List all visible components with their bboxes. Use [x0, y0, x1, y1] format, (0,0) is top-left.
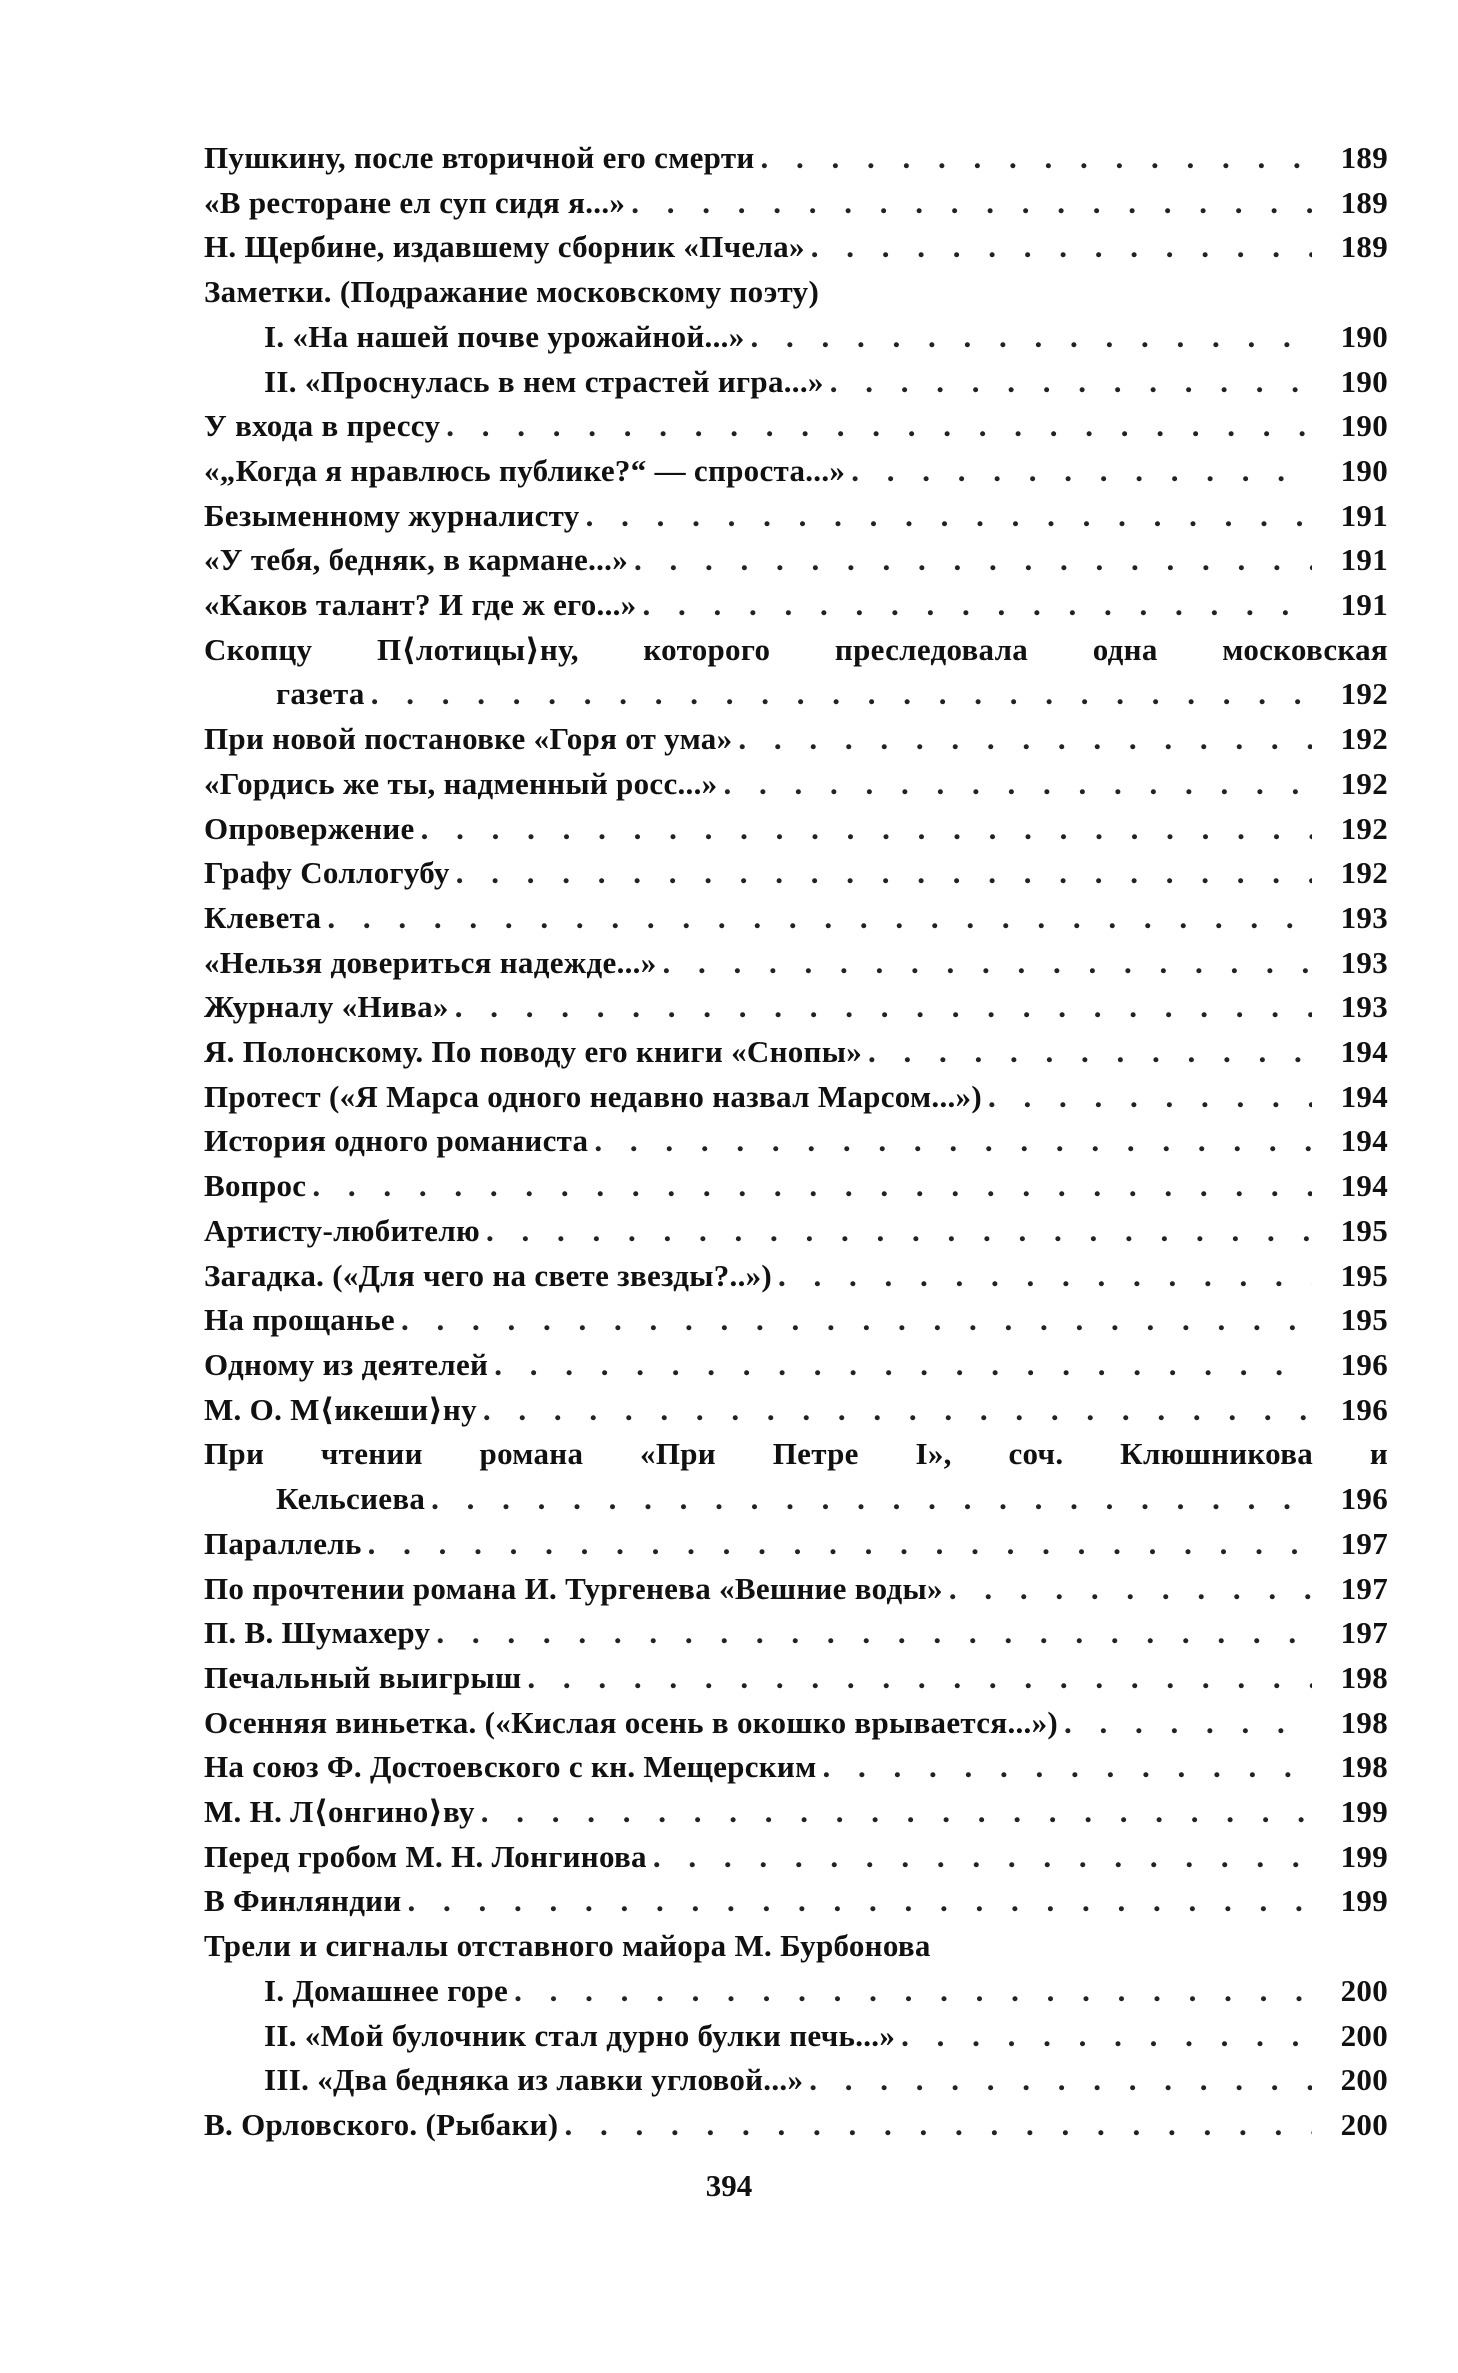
entry-page: 195 — [1340, 1212, 1388, 1248]
entry-page: 194 — [1340, 1168, 1388, 1204]
dot-leader — [527, 1656, 1312, 1701]
entry-page: 195 — [1340, 1302, 1388, 1338]
toc-entry — [204, 807, 1388, 852]
entry-page: 197 — [1340, 1615, 1388, 1651]
entry-title: «В ресторане ел суп сидя я...» — [204, 184, 626, 220]
toc-entry — [204, 1119, 1388, 1164]
toc-subentry — [204, 2058, 1388, 2103]
entry-title: Графу Соллогубу — [204, 855, 450, 891]
dot-leader — [631, 181, 1312, 226]
entry-title-continuation: газета — [276, 676, 365, 712]
toc-subentry — [204, 315, 1388, 360]
entry-page: 192 — [1340, 855, 1388, 891]
dot-leader — [851, 449, 1312, 494]
toc-entry — [204, 1343, 1388, 1388]
toc-entry — [204, 762, 1388, 807]
entry-title: «Гордись же ты, надменный росс...» — [204, 765, 718, 801]
entry-page: 189 — [1340, 184, 1388, 220]
dot-leader — [738, 717, 1312, 762]
dot-leader — [483, 1388, 1312, 1433]
toc-entry-wrapped-title: Скопцу П⟨лотицы⟩ну, которого преследовала одна московская — [204, 631, 1388, 667]
entry-title: «Каков талант? И где ж его...» — [204, 587, 637, 623]
toc-section-heading: Трели и сигналы отставного майора М. Бурбонова — [204, 1928, 931, 1964]
entry-title: Опровержение — [204, 810, 415, 846]
toc-entry — [204, 1790, 1388, 1835]
entry-page: 193 — [1340, 989, 1388, 1025]
entry-page: 197 — [1340, 1525, 1388, 1561]
entry-title: Журналу «Нива» — [204, 989, 449, 1025]
entry-page: 196 — [1340, 1481, 1388, 1517]
dot-leader — [494, 1343, 1312, 1388]
toc-entry — [204, 1388, 1388, 1433]
entry-title-continuation: Кельсиева — [276, 1481, 426, 1517]
entry-page: 200 — [1340, 2017, 1388, 2053]
entry-page: 199 — [1340, 1794, 1388, 1830]
entry-page: 198 — [1340, 1749, 1388, 1785]
toc-entry — [204, 494, 1388, 539]
dot-leader — [653, 1835, 1312, 1880]
toc-entry-continuation — [204, 672, 1388, 717]
entry-title: «„Когда я нравлюсь публике?“ — спроста...» — [204, 452, 846, 488]
entry-page: 194 — [1340, 1123, 1388, 1159]
entry-page: 189 — [1340, 229, 1388, 265]
entry-page: 192 — [1340, 765, 1388, 801]
entry-page: 190 — [1340, 318, 1388, 354]
dot-leader — [421, 807, 1312, 852]
dot-leader — [455, 985, 1312, 1030]
entry-page: 191 — [1340, 497, 1388, 533]
entry-title: I. Домашнее горе — [264, 1972, 509, 2008]
toc-entry — [204, 1209, 1388, 1254]
toc-subentry — [204, 360, 1388, 405]
entry-page: 198 — [1340, 1659, 1388, 1695]
entry-page: 190 — [1340, 363, 1388, 399]
toc-entry-wrapped-title: При чтении романа «При Петре I», соч. Клюшникова и — [204, 1436, 1388, 1472]
entry-title: По прочтении романа И. Тургенева «Вешние воды» — [204, 1570, 943, 1606]
entry-title: Осенняя виньетка. («Кислая осень в окошко врывается...») — [204, 1704, 1059, 1740]
entry-title: На союз Ф. Достоевского с кн. Мещерским — [204, 1749, 817, 1785]
entry-page: 192 — [1340, 810, 1388, 846]
dot-leader — [371, 672, 1312, 717]
dot-leader — [312, 1164, 1312, 1209]
dot-leader — [723, 762, 1312, 807]
toc-entry — [204, 1164, 1388, 1209]
dot-leader — [811, 225, 1312, 270]
entry-page: 191 — [1340, 587, 1388, 623]
dot-leader — [514, 1969, 1312, 2014]
dot-leader — [901, 2014, 1312, 2059]
entry-title: В. Орловского. (Рыбаки) — [204, 2106, 559, 2142]
dot-leader — [586, 494, 1312, 539]
dot-leader — [1064, 1701, 1312, 1746]
entry-title: При новой постановке «Горя от ума» — [204, 721, 733, 757]
toc-section-heading: Заметки. (Подражание московскому поэту) — [204, 274, 820, 310]
toc-entry — [204, 136, 1388, 181]
entry-page: 191 — [1340, 542, 1388, 578]
entry-page: 194 — [1340, 1034, 1388, 1070]
entry-title: Я. Полонскому. По поводу его книги «Снопы» — [204, 1034, 862, 1070]
entry-title: Артисту-любителю — [204, 1212, 481, 1248]
entry-title: I. «На нашей почве урожайной...» — [264, 318, 745, 354]
entry-title: Безыменному журналисту — [204, 497, 580, 533]
toc-entry — [204, 896, 1388, 941]
dot-leader — [564, 2103, 1312, 2148]
dot-leader — [868, 1030, 1312, 1075]
entry-title: Вопрос — [204, 1168, 307, 1204]
toc-entry — [204, 1298, 1388, 1343]
toc-subentry — [204, 2014, 1388, 2059]
dot-leader — [408, 1879, 1312, 1924]
entry-title: М. О. М⟨икеши⟩ну — [204, 1391, 477, 1427]
toc-entry — [204, 1030, 1388, 1075]
entry-page: 196 — [1340, 1346, 1388, 1382]
toc-entry — [204, 941, 1388, 986]
entry-title: На прощанье — [204, 1302, 395, 1338]
entry-page: 194 — [1340, 1078, 1388, 1114]
toc-entry — [204, 1611, 1388, 1656]
dot-leader — [368, 1522, 1312, 1567]
entry-page: 190 — [1340, 452, 1388, 488]
dot-leader — [751, 315, 1312, 360]
entry-page: 192 — [1340, 721, 1388, 757]
toc-entry — [204, 1656, 1388, 1701]
page-number: 394 — [705, 2168, 753, 2203]
entry-page: 197 — [1340, 1570, 1388, 1606]
entry-title: Клевета — [204, 899, 322, 935]
toc-entry — [204, 181, 1388, 226]
entry-title: Перед гробом М. Н. Лонгинова — [204, 1838, 647, 1874]
entry-page: 198 — [1340, 1704, 1388, 1740]
entry-title: Одному из деятелей — [204, 1346, 489, 1382]
dot-leader — [823, 1745, 1312, 1790]
dot-leader — [778, 1254, 1312, 1299]
entry-title: Пушкину, после вторичной его смерти — [204, 140, 755, 175]
toc-entry — [204, 583, 1388, 628]
entry-title: Н. Щербине, издавшему сборник «Пчела» — [204, 229, 805, 265]
toc-entry — [204, 985, 1388, 1030]
dot-leader — [431, 1477, 1312, 1522]
table-of-contents — [204, 136, 1388, 2148]
toc-entry-continuation — [204, 1477, 1388, 1522]
entry-page: 195 — [1340, 1257, 1388, 1293]
toc-entry — [204, 1522, 1388, 1567]
toc-entry — [204, 1075, 1388, 1120]
entry-title: II. «Мой булочник стал дурно булки печь...» — [264, 2017, 896, 2053]
entry-page: 189 — [1340, 140, 1388, 175]
dot-leader — [456, 851, 1312, 896]
entry-title: III. «Два бедняка из лавки угловой...» — [264, 2062, 804, 2098]
dot-leader — [663, 941, 1312, 986]
toc-entry — [204, 717, 1388, 762]
dot-leader — [830, 360, 1312, 405]
toc-entry — [204, 1701, 1388, 1746]
entry-page: 199 — [1340, 1838, 1388, 1874]
entry-page: 193 — [1340, 899, 1388, 935]
entry-page: 196 — [1340, 1391, 1388, 1427]
dot-leader — [988, 1075, 1312, 1120]
toc-entry — [204, 225, 1388, 270]
dot-leader — [634, 538, 1312, 583]
dot-leader — [949, 1567, 1312, 1612]
toc-entry — [204, 2103, 1388, 2148]
entry-page: 200 — [1340, 2062, 1388, 2098]
entry-title: Протест («Я Марса одного недавно назвал Марсом...») — [204, 1078, 982, 1114]
toc-entry — [204, 1879, 1388, 1924]
toc-entry — [204, 449, 1388, 494]
entry-title: У входа в прессу — [204, 408, 441, 444]
entry-title: Параллель — [204, 1525, 362, 1561]
toc-subentry — [204, 1969, 1388, 2014]
dot-leader — [642, 583, 1312, 628]
dot-leader — [446, 404, 1312, 449]
entry-title: История одного романиста — [204, 1123, 589, 1159]
entry-page: 193 — [1340, 944, 1388, 980]
entry-title: П. В. Шумахеру — [204, 1615, 431, 1651]
dot-leader — [401, 1298, 1312, 1343]
entry-title: II. «Проснулась в нем страстей игра...» — [264, 363, 824, 399]
entry-page: 200 — [1340, 2106, 1388, 2142]
entry-page: 192 — [1340, 676, 1388, 712]
dot-leader — [809, 2058, 1312, 2103]
dot-leader — [761, 136, 1312, 181]
toc-entry — [204, 404, 1388, 449]
dot-leader — [481, 1790, 1312, 1835]
toc-entry — [204, 851, 1388, 896]
toc-entry — [204, 538, 1388, 583]
dot-leader — [594, 1119, 1312, 1164]
toc-entry — [204, 1835, 1388, 1880]
entry-title: «Нельзя довериться надежде...» — [204, 944, 657, 980]
toc-entry — [204, 1567, 1388, 1612]
entry-title: «У тебя, бедняк, в кармане...» — [204, 542, 629, 578]
dot-leader — [327, 896, 1312, 941]
entry-page: 199 — [1340, 1883, 1388, 1919]
toc-entry — [204, 1745, 1388, 1790]
toc-entry — [204, 1254, 1388, 1299]
entry-page: 190 — [1340, 408, 1388, 444]
entry-title: Печальный выигрыш — [204, 1659, 522, 1695]
dot-leader — [436, 1611, 1312, 1656]
dot-leader — [486, 1209, 1312, 1254]
entry-title: Загадка. («Для чего на свете звезды?..») — [204, 1257, 773, 1293]
entry-page: 200 — [1340, 1972, 1388, 2008]
entry-title: М. Н. Л⟨онгино⟩ву — [204, 1794, 475, 1830]
entry-title: В Финляндии — [204, 1883, 402, 1919]
